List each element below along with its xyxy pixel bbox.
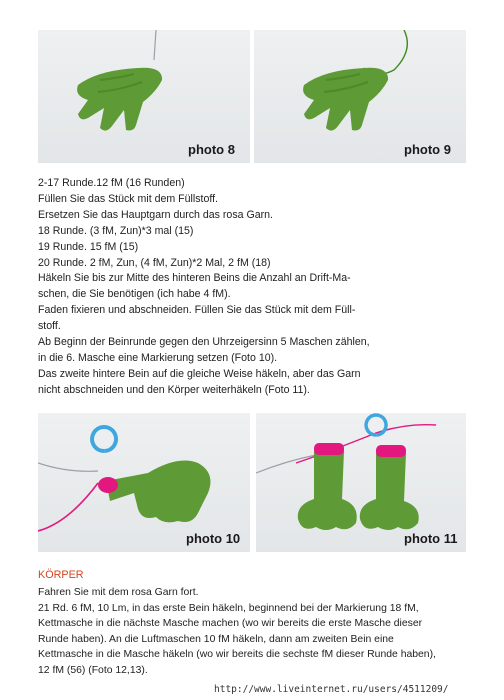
text-line: Fahren Sie mit dem rosa Garn fort. (38, 587, 199, 598)
text-line: Füllen Sie das Stück mit dem Füllstoff. (38, 192, 218, 205)
photo-11 (256, 413, 466, 552)
photo-9 (254, 30, 466, 163)
photo-10 (38, 413, 250, 552)
text-line: 2-17 Runde.12 fM (16 Runden) (38, 177, 185, 189)
text-line: 18 Runde. (3 fM, Zun)*3 mal (15) (38, 224, 194, 237)
text-line: 12 fM (56) (Foto 12,13). (38, 664, 148, 676)
text-line: Ab Beginn der Beinrunde gegen den Uhrzeigersinn 5 Maschen zählen, (38, 336, 370, 349)
text-line: Kettmasche in die Masche häkeln (wo wir bereits die sechste fM dieser Runde haben), (38, 649, 436, 661)
photo-11-label: photo 11 (404, 531, 458, 546)
source-url: http://www.liveinternet.ru/users/4511209/ (214, 684, 449, 695)
section-title: KÖRPER (38, 569, 84, 581)
text-line: 19 Runde. 15 fM (15) (38, 240, 139, 253)
text-line: 21 Rd. 6 fM, 10 Lm, in das erste Bein häkeln, beginnend bei der Markierung 18 fM, (38, 602, 419, 614)
text-line: Faden fixieren und abschneiden. Füllen Sie das Stück mit dem Füll- (38, 304, 356, 317)
text-line: nicht abschneiden und den Körper weiterhäkeln (Foto 11). (38, 383, 310, 396)
section-text (38, 585, 478, 679)
text-line: stoff. (38, 320, 61, 333)
instructions-text (38, 176, 468, 399)
text-line: Ersetzen Sie das Hauptgarn durch das rosa Garn. (38, 208, 273, 221)
photo-10-label: photo 10 (186, 531, 241, 546)
text-line: Häkeln Sie bis zur Mitte des hinteren Beins die Anzahl an Drift-Ma- (38, 272, 351, 285)
text-line: in die 6. Masche eine Markierung setzen (Foto 10). (38, 351, 278, 364)
text-line: schen, die Sie benötigen (ich habe 4 fM). (38, 288, 231, 301)
photo-8 (38, 30, 250, 163)
text-line: Runde haben). An die Luftmaschen 10 fM häkeln, dann am zweiten Bein eine (38, 633, 394, 645)
photo-9-label: photo 9 (404, 142, 451, 157)
text-line: Das zweite hintere Bein auf die gleiche Weise häkeln, aber das Garn (38, 367, 361, 380)
photo-8-label: photo 8 (188, 142, 235, 157)
text-line: Kettmasche in die nächste Masche machen (wo wir bereits die erste Masche dieser (38, 618, 423, 630)
text-line: 20 Runde. 2 fM, Zun, (4 fM, Zun)*2 Mal, 2 fM (18) (38, 256, 271, 269)
